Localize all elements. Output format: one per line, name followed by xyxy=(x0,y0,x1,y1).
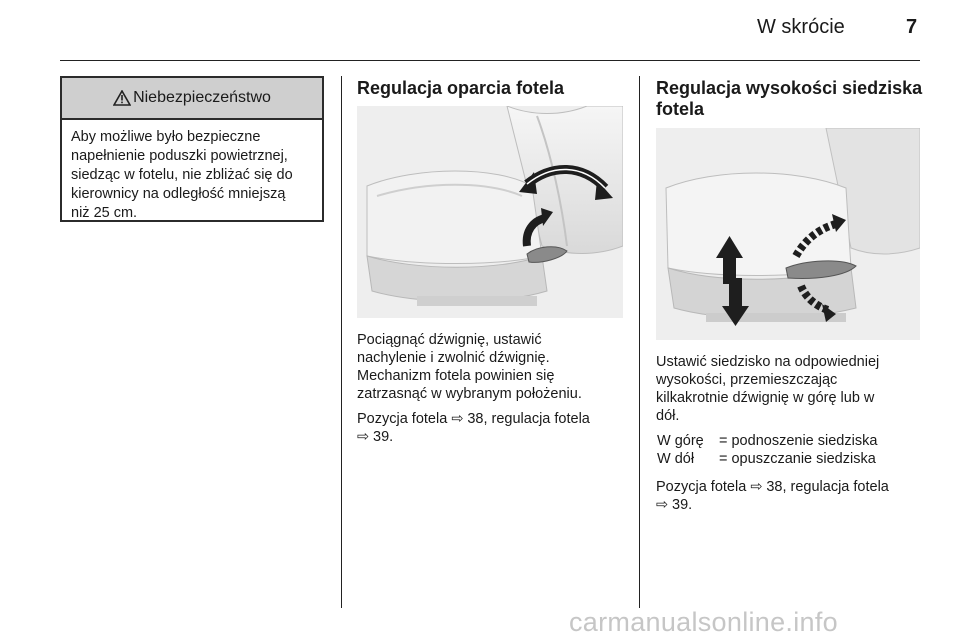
definition-term: W dół xyxy=(657,451,695,467)
warning-text: Aby możliwe było bezpieczne napełnienie poduszki powietrznej, siedząc w fotelu, nie zbliżać się do kierownicy na odległość mniejszą niż 25 cm. xyxy=(71,129,293,221)
backrest-section-title: Regulacja oparcia fotela xyxy=(357,78,565,98)
definition-desc: = opuszczanie siedziska xyxy=(719,451,876,467)
height-ref-prefix: Pozycja fotela xyxy=(656,479,747,495)
warning-header xyxy=(62,78,322,120)
warning-title: Niebezpieczeństwo xyxy=(133,89,271,106)
definition-term: W górę xyxy=(657,433,704,449)
height-definition-list xyxy=(657,432,877,468)
column-divider-left xyxy=(341,76,342,608)
running-header-title: W skrócie xyxy=(757,16,845,38)
xref-arrow-icon: ⇨ xyxy=(451,411,464,427)
height-section-title: Regulacja wysokości siedziska fotela xyxy=(656,78,923,119)
backrest-adjustment-illustration xyxy=(357,106,623,318)
height-reference xyxy=(656,478,889,514)
backrest-ref-page-1: 38, regulacja fotela xyxy=(467,411,590,427)
xref-arrow-icon: ⇨ xyxy=(357,429,370,445)
definition-desc: = podnoszenie siedziska xyxy=(719,433,878,449)
height-instruction: Ustawić siedzisko na odpowiedniej wysokości, przemieszczając kilkakrotnie dźwignię w górę lub w dół. xyxy=(656,354,880,424)
header-divider xyxy=(60,60,920,61)
warning-triangle-icon xyxy=(113,90,131,106)
backrest-ref-prefix: Pozycja fotela xyxy=(357,411,448,427)
definition-row-down xyxy=(657,450,877,468)
page-number: 7 xyxy=(906,16,918,38)
backrest-ref-page-2: 39. xyxy=(373,429,394,445)
backrest-reference xyxy=(357,410,590,446)
height-ref-page-1: 38, regulacja fotela xyxy=(766,479,889,495)
definition-row-up xyxy=(657,432,877,450)
warning-box xyxy=(60,76,324,222)
watermark: carmanualsonline.info xyxy=(569,607,838,637)
height-adjustment-illustration xyxy=(656,128,920,340)
height-ref-page-2: 39. xyxy=(672,497,693,513)
column-divider-right xyxy=(639,76,640,608)
backrest-instruction: Pociągnąć dźwignię, ustawić nachylenie i zwolnić dźwignię. Mechanizm fotela powinien się zatrzasnąć w wybranym położeniu. xyxy=(357,332,582,402)
xref-arrow-icon: ⇨ xyxy=(750,479,763,495)
xref-arrow-icon: ⇨ xyxy=(656,497,669,513)
